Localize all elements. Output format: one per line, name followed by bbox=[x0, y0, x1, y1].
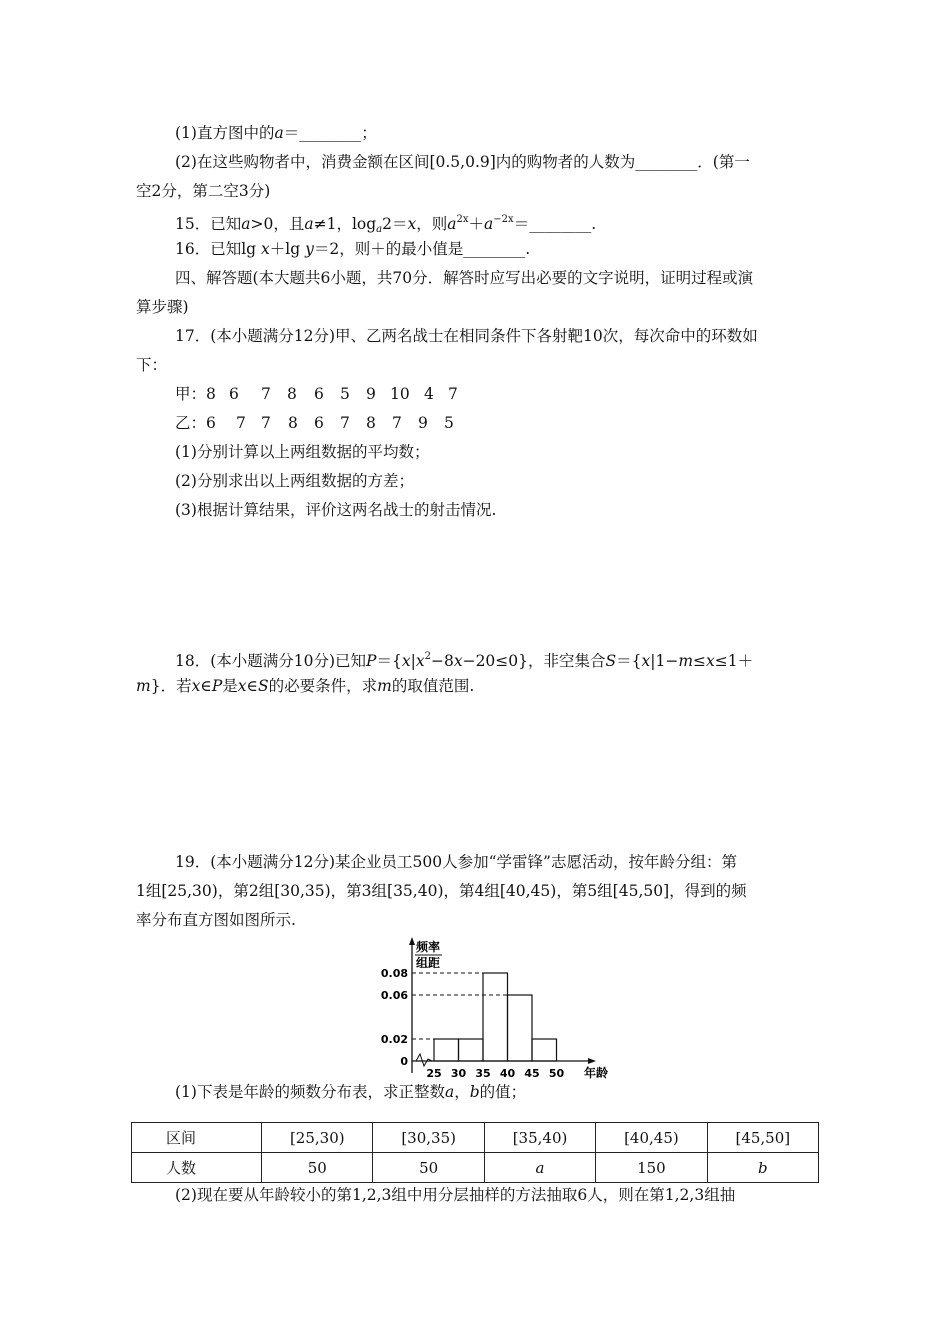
q18-line1: 18．(本小题满分10分)已知$P=\{x|x^2-8x-20\le 0\}$，非空集合S＝{x|1−m≤x≤1＋ bbox=[175, 651, 754, 670]
score: 7 bbox=[236, 414, 246, 432]
score: 7 bbox=[340, 414, 350, 432]
table-cell: [45,50] bbox=[707, 1123, 818, 1153]
score: 6 bbox=[229, 385, 239, 403]
x-tick-label: 35 bbox=[475, 1067, 491, 1080]
x-tick-label: 40 bbox=[499, 1067, 516, 1080]
table-cell: [40,45) bbox=[596, 1123, 707, 1153]
score: 8 bbox=[366, 414, 376, 432]
q17-part1: (1)分别计算以上两组数据的平均数； bbox=[175, 443, 430, 461]
score: 10 bbox=[390, 385, 410, 403]
q17-stem-line2: 下： bbox=[136, 356, 168, 374]
score: 6 bbox=[206, 414, 216, 432]
histogram-bar bbox=[483, 973, 508, 1061]
q17-yi-row: 乙： bbox=[175, 414, 207, 432]
y-axis-arrow bbox=[409, 937, 415, 945]
q17-stem-line1: 17．(本小题满分12分)甲、乙两名战士在相同条件下各射靶10次，每次命中的环数如 bbox=[175, 327, 758, 345]
y-tick-label: 0.06 bbox=[380, 989, 408, 1002]
q19-stem-line1: 19．(本小题满分12分)某企业员工500人参加“学雷锋”志愿活动，按年龄分组：第 bbox=[175, 853, 737, 871]
q19-stem-line3: 率分布直方图如图所示. bbox=[136, 911, 296, 929]
histogram-bar bbox=[508, 995, 533, 1061]
table-cell: [35,40) bbox=[484, 1123, 595, 1153]
score: 5 bbox=[340, 385, 350, 403]
table-cell: [30,35) bbox=[373, 1123, 484, 1153]
score: 7 bbox=[261, 385, 271, 403]
q17-part2: (2)分别求出以上两组数据的方差； bbox=[175, 472, 414, 490]
q17-part3: (3)根据计算结果，评价这两名战士的射击情况. bbox=[175, 501, 497, 519]
score: 7 bbox=[392, 414, 402, 432]
y-tick-label: 0 bbox=[400, 1055, 408, 1068]
table-cell: a bbox=[484, 1153, 595, 1183]
x-axis-label: 年龄 bbox=[584, 1066, 609, 1080]
score: 7 bbox=[448, 385, 458, 403]
histogram-bar bbox=[532, 1039, 557, 1061]
q15: 15．已知a>0，且a≠1，$\log_a2=x$，则$a^{2x}+a^{-2x}=\_\_\_\_\_\_\_\_$. bbox=[175, 214, 597, 235]
frequency-table bbox=[131, 1122, 819, 1183]
section4-heading-line2: 算步骤) bbox=[136, 298, 189, 316]
table-cell: 人数 bbox=[132, 1153, 262, 1183]
x-tick-label: 45 bbox=[524, 1067, 540, 1080]
q14-part2-line2: 空2分，第二空3分) bbox=[136, 182, 271, 200]
histogram-bar bbox=[459, 1039, 484, 1061]
q14-part2-line1: (2)在这些购物者中，消费金额在区间[0.5,0.9]内的购物者的人数为________．(第一 bbox=[175, 153, 750, 171]
score: 6 bbox=[314, 385, 324, 403]
table-cell: [25,30) bbox=[262, 1123, 373, 1153]
table-cell: 150 bbox=[596, 1153, 707, 1183]
histogram-bar bbox=[434, 1039, 459, 1061]
score: 9 bbox=[418, 414, 428, 432]
x-tick-label: 50 bbox=[548, 1067, 565, 1080]
q19-part1: (1)下表是年龄的频数分布表，求正整数a，b的值； bbox=[175, 1083, 527, 1101]
table-cell: 50 bbox=[262, 1153, 373, 1183]
score: 7 bbox=[261, 414, 271, 432]
y-label-top: 频率 bbox=[416, 940, 441, 954]
frequency-histogram bbox=[372, 935, 622, 1083]
table-row bbox=[132, 1153, 819, 1183]
q18-line2: m}．若x∈P是x∈S的必要条件，求m的取值范围. bbox=[136, 677, 475, 695]
y-label-bottom: 组距 bbox=[416, 956, 441, 970]
x-tick-label: 25 bbox=[426, 1067, 442, 1080]
score: 4 bbox=[424, 385, 434, 403]
y-tick-label: 0.08 bbox=[380, 967, 408, 980]
q19-stem-line2: 1组[25,30)，第2组[30,35)，第3组[35,40)，第4组[40,45)，第5组[45,50]，得到的频 bbox=[136, 882, 747, 900]
q16: 16．已知lg x＋lg y＝2，则＋的最小值是________. bbox=[175, 240, 531, 258]
table-cell: b bbox=[707, 1153, 818, 1183]
table-header-row bbox=[132, 1123, 819, 1153]
x-axis-arrow bbox=[588, 1058, 596, 1064]
section4-heading-line1: 四、解答题(本大题共6小题，共70分．解答时应写出必要的文字说明，证明过程或演 bbox=[175, 269, 754, 287]
q14-part1: (1)直方图中的a＝________； bbox=[175, 124, 377, 142]
axis-break-icon bbox=[416, 1054, 432, 1066]
score: 9 bbox=[366, 385, 376, 403]
x-tick-label: 30 bbox=[450, 1067, 467, 1080]
score: 8 bbox=[288, 414, 298, 432]
score: 5 bbox=[444, 414, 454, 432]
table-cell: 区间 bbox=[132, 1123, 262, 1153]
q17-jia-row: 甲： bbox=[175, 385, 207, 403]
score: 6 bbox=[314, 414, 324, 432]
score: 8 bbox=[287, 385, 297, 403]
score: 8 bbox=[206, 385, 216, 403]
y-tick-label: 0.02 bbox=[380, 1033, 408, 1046]
table-cell: 50 bbox=[373, 1153, 484, 1183]
q19-part2: (2)现在要从年龄较小的第1,2,3组中用分层抽样的方法抽取6人，则在第1,2,3组抽 bbox=[175, 1186, 736, 1204]
